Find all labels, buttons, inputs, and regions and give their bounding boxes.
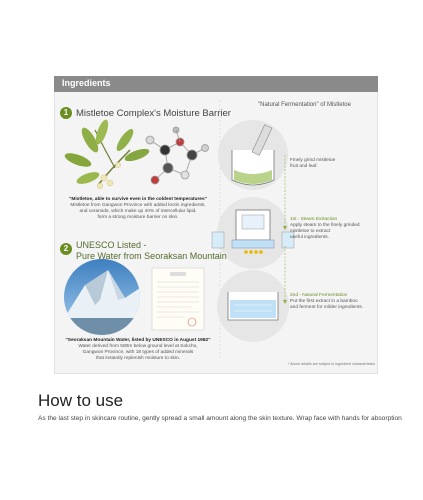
section1-body-line: and ceramide, which make up 40% of intercellular lipid, (79, 209, 197, 214)
section2-body-line: Gangwon Province, with 18 types of added minerals (82, 350, 194, 355)
step1-description (290, 217, 360, 241)
grinding-bowl-illustration (218, 120, 288, 190)
how-to-use-title: How to use (38, 391, 124, 410)
section2-caption (58, 338, 218, 362)
section1-quote: "Mistletoe, able to survive even in the coldest temperatures" (69, 197, 207, 202)
how-to-use-text: As the last step in skincare routine, gently spread a small amount along the skin texture. Wrap face with hands for absorption (38, 415, 402, 422)
section1-body-line: Mistletoe from Gangwon Province with added lectin ingredients, (70, 203, 206, 208)
step2-line: and ferment for milder ingredients. (290, 305, 364, 310)
step0-line: Finely grind mistletoe (290, 158, 336, 163)
fermentation-illustration (217, 270, 289, 342)
section2-title-line: Pure Water from Seoraksan Mountain (76, 251, 227, 261)
section2-quote: "Seoraksan Mountain Water, listed by UNESCO in August 1982" (65, 338, 211, 343)
section1-title: Mistletoe Complex's Moisture Barrier (76, 108, 231, 119)
molecule-illustration (146, 127, 209, 184)
section1-caption (58, 197, 218, 221)
step2-title: 2nd - Natural Fermentation (290, 293, 348, 298)
mistletoe-illustration (63, 118, 151, 189)
section-number-2: 2 (60, 243, 72, 255)
step0-description (290, 158, 335, 170)
step2-line: Put the first extract in a bamboo (290, 299, 358, 304)
section2-title-line: UNESCO Listed - (76, 240, 147, 250)
step1-line: mistletoe to extract (290, 229, 331, 234)
section2-body-line: Water derived from 580m below ground level at Sokcho, (78, 344, 198, 349)
step1-line: useful ingredients. (290, 235, 329, 240)
fermentation-title: "Natural Fermentation" of Mistletoe (258, 102, 351, 108)
step0-line: fruit and leaf. (290, 164, 318, 169)
section-number-1: 1 (60, 107, 72, 119)
step1-title: 1st - Steam Extraction (290, 217, 338, 222)
certificate-document (152, 268, 204, 330)
step2-description (290, 293, 363, 311)
footnote: * Above details are subject to ingredient characteristics (287, 362, 375, 366)
section2-body-line: that instantly replenish moisture to skin. (96, 356, 180, 361)
section1-body-line: form a strong moisture barrier on skin. (97, 215, 179, 220)
mountain-photo (60, 259, 150, 338)
section2-title (76, 240, 227, 262)
ingredients-title: Ingredients (62, 78, 111, 88)
step1-line: Apply steam to the finely grinded (290, 223, 360, 228)
